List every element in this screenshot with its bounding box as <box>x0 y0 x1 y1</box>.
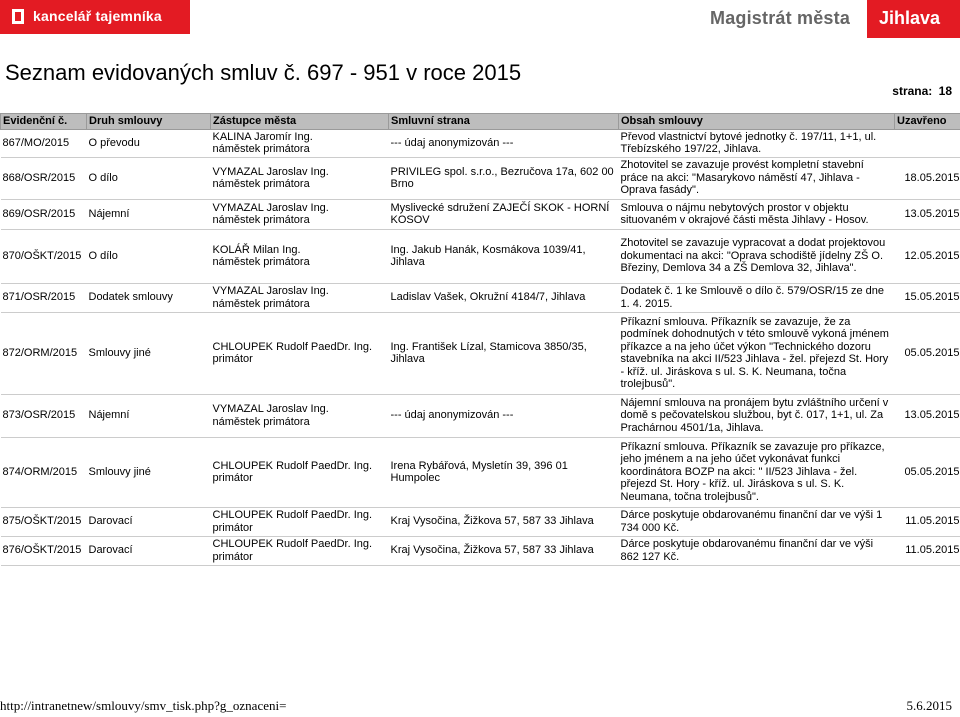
cell-party: Kraj Vysočina, Žižkova 57, 587 33 Jihlava <box>389 507 619 536</box>
cell-type: O převodu <box>87 129 211 157</box>
cell-id: 869/OSR/2015 <box>1 199 87 229</box>
cell-content: Zhotovitel se zavazuje vypracovat a dodat projektovou dokumentaci na akci: "Oprava schodiště jídelny ZŠ O. Březiny, Demlova 34 a ZŠ Demlova 32, Jihlava". <box>619 229 895 283</box>
rep-role: primátor <box>212 353 253 365</box>
city-logo-text: Jihlava <box>879 8 941 28</box>
cell-date <box>895 129 960 157</box>
contracts-table <box>0 113 960 566</box>
office-logo-text: kancelář tajemníka <box>33 8 162 24</box>
cell-type: O dílo <box>87 229 211 283</box>
cell-content: Příkazní smlouva. Příkazník se zavazuje pro příkazce, jeho jménem a na jeho účet vykonávat funkci koordinátora BOZP na akci: " II/523 Jihlava - žel. přejezd St. Hory - kříž. ul. Jiráskova s ul. S. K. Neumana, točna trolejbusů". <box>619 437 895 507</box>
cell-date: 05.05.2015 <box>895 437 960 507</box>
table-header-row <box>1 114 960 130</box>
rep-name: VYMAZAL Jaroslav Ing. <box>212 201 329 214</box>
page-number-label: strana: <box>892 84 933 98</box>
cell-representative <box>211 129 389 157</box>
cell-party: Kraj Vysočina, Žižkova 57, 587 33 Jihlava <box>389 536 619 565</box>
rep-name: CHLOUPEK Rudolf PaedDr. Ing. <box>212 340 373 353</box>
page-title: Seznam evidovaných smluv č. 697 - 951 v roce 2015 <box>5 60 522 85</box>
rep-role: primátor <box>212 550 253 563</box>
cell-representative <box>211 283 389 312</box>
table-row <box>1 507 960 536</box>
cell-type: O dílo <box>87 157 211 199</box>
table-row <box>1 283 960 312</box>
cell-representative <box>211 157 389 199</box>
cell-representative <box>211 312 389 394</box>
rep-role: náměstek primátora <box>212 297 310 310</box>
cell-content: Dárce poskytuje obdarovanému finanční dar ve výši 1 734 000 Kč. <box>619 507 895 536</box>
cell-representative <box>211 536 389 565</box>
cell-type: Darovací <box>87 536 211 565</box>
cell-content: Dodatek č. 1 ke Smlouvě o dílo č. 579/OSR/15 ze dne 1. 4. 2015. <box>619 283 895 312</box>
rep-role: náměstek primátora <box>212 143 310 155</box>
rep-name: VYMAZAL Jaroslav Ing. <box>212 165 329 178</box>
cell-party: Ladislav Vašek, Okružní 4184/7, Jihlava <box>389 283 619 312</box>
cell-date: 05.05.2015 <box>895 312 960 394</box>
rep-role: primátor <box>212 472 253 484</box>
cell-representative <box>211 437 389 507</box>
column-header-party: Smluvní strana <box>389 114 619 130</box>
rep-name: KALINA Jaromír Ing. <box>212 130 313 143</box>
table-row <box>1 437 960 507</box>
city-logo-box <box>867 0 960 38</box>
cell-party: Ing. František Lízal, Stamicova 3850/35, Jihlava <box>389 312 619 394</box>
rep-role: náměstek primátora <box>212 256 310 268</box>
rep-role: náměstek primátora <box>212 178 310 190</box>
rep-name: CHLOUPEK Rudolf PaedDr. Ing. <box>212 459 373 472</box>
cell-id: 874/ORM/2015 <box>1 437 87 507</box>
table-row <box>1 199 960 229</box>
table-row <box>1 229 960 283</box>
rep-role: náměstek primátora <box>212 415 310 428</box>
cell-content: Převod vlastnictví bytové jednotky č. 197/11, 1+1, ul. Třebízského 197/22, Jihlava. <box>619 129 895 157</box>
column-header-id: Evidenční č. <box>1 114 87 130</box>
cell-type: Dodatek smlouvy <box>87 283 211 312</box>
column-header-content: Obsah smlouvy <box>619 114 895 130</box>
table-row <box>1 129 960 157</box>
cell-content: Zhotovitel se zavazuje provést kompletní stavební práce na akci: "Masarykovo náměstí 47, Jihlava - Oprava fasády". <box>619 157 895 199</box>
table-row <box>1 394 960 437</box>
cell-type: Smlouvy jiné <box>87 437 211 507</box>
cell-party: Irena Rybářová, Mysletín 39, 396 01 Humpolec <box>389 437 619 507</box>
cell-representative <box>211 229 389 283</box>
table-row <box>1 536 960 565</box>
cell-representative <box>211 507 389 536</box>
cell-type: Darovací <box>87 507 211 536</box>
cell-party: --- údaj anonymizován --- <box>389 394 619 437</box>
cell-representative <box>211 394 389 437</box>
cell-date: 13.05.2015 <box>895 199 960 229</box>
logo-mark-icon <box>12 9 24 24</box>
magistrate-logo <box>710 0 960 38</box>
cell-date: 11.05.2015 <box>895 536 960 565</box>
cell-date: 18.05.2015 <box>895 157 960 199</box>
page-number-value: 18 <box>938 84 952 98</box>
cell-id: 867/MO/2015 <box>1 129 87 157</box>
column-header-date: Uzavřeno <box>895 114 960 130</box>
cell-type: Nájemní <box>87 199 211 229</box>
table-row <box>1 157 960 199</box>
rep-role: primátor <box>212 521 253 534</box>
cell-content: Smlouva o nájmu nebytových prostor v objektu situovaném v okrajové části města Jihlavy - Hosov. <box>619 199 895 229</box>
cell-id: 871/OSR/2015 <box>1 283 87 312</box>
footer-date: 5.6.2015 <box>906 698 952 713</box>
column-header-representative: Zástupce města <box>211 114 389 130</box>
footer-url: http://intranetnew/smlouvy/smv_tisk.php?g_oznaceni= <box>0 698 287 713</box>
cell-id: 873/OSR/2015 <box>1 394 87 437</box>
cell-content: Příkazní smlouva. Příkazník se zavazuje, že za podmínek dohodnutých v této smlouvě vykoná jménem příkazce a na jeho účet výkon "Technického dozoru stavebníka na akci II/523 Jihlava - žel. přejezd St. Hory - kříž. ul. Jiráskova s ul. S. K. Neumana, točna trolejbusů". <box>619 312 895 394</box>
magistrate-logo-text: Magistrát města <box>710 8 851 28</box>
rep-name: CHLOUPEK Rudolf PaedDr. Ing. <box>212 509 373 521</box>
cell-type: Nájemní <box>87 394 211 437</box>
column-header-type: Druh smlouvy <box>87 114 211 130</box>
cell-content: Dárce poskytuje obdarovanému finanční dar ve výši 862 127 Kč. <box>619 536 895 565</box>
cell-party: Myslivecké sdružení ZAJEČÍ SKOK - HORNÍ KOSOV <box>389 199 619 229</box>
cell-party: PRIVILEG spol. s.r.o., Bezručova 17a, 602 00 Brno <box>389 157 619 199</box>
rep-name: CHLOUPEK Rudolf PaedDr. Ing. <box>212 538 373 550</box>
cell-representative <box>211 199 389 229</box>
cell-date: 15.05.2015 <box>895 283 960 312</box>
rep-name: VYMAZAL Jaroslav Ing. <box>212 285 329 297</box>
cell-date: 12.05.2015 <box>895 229 960 283</box>
rep-role: náměstek primátora <box>212 214 310 226</box>
office-logo <box>0 0 190 34</box>
cell-id: 876/OŠKT/2015 <box>1 536 87 565</box>
cell-id: 870/OŠKT/2015 <box>1 229 87 283</box>
table-row <box>1 312 960 394</box>
cell-id: 872/ORM/2015 <box>1 312 87 394</box>
cell-content: Nájemní smlouva na pronájem bytu zvláštního určení v domě s pečovatelskou službou, byt č. 017, 1+1, ul. Za Prachárnou 4501/1a, Jihlava. <box>619 394 895 437</box>
header-band <box>0 0 960 38</box>
cell-party: Ing. Jakub Hanák, Kosmákova 1039/41, Jihlava <box>389 229 619 283</box>
page-number <box>889 84 952 98</box>
cell-type: Smlouvy jiné <box>87 312 211 394</box>
cell-party: --- údaj anonymizován --- <box>389 129 619 157</box>
cell-id: 868/OSR/2015 <box>1 157 87 199</box>
rep-name: KOLÁŘ Milan Ing. <box>212 243 301 256</box>
rep-name: VYMAZAL Jaroslav Ing. <box>212 403 329 415</box>
cell-date: 11.05.2015 <box>895 507 960 536</box>
cell-id: 875/OŠKT/2015 <box>1 507 87 536</box>
cell-date: 13.05.2015 <box>895 394 960 437</box>
